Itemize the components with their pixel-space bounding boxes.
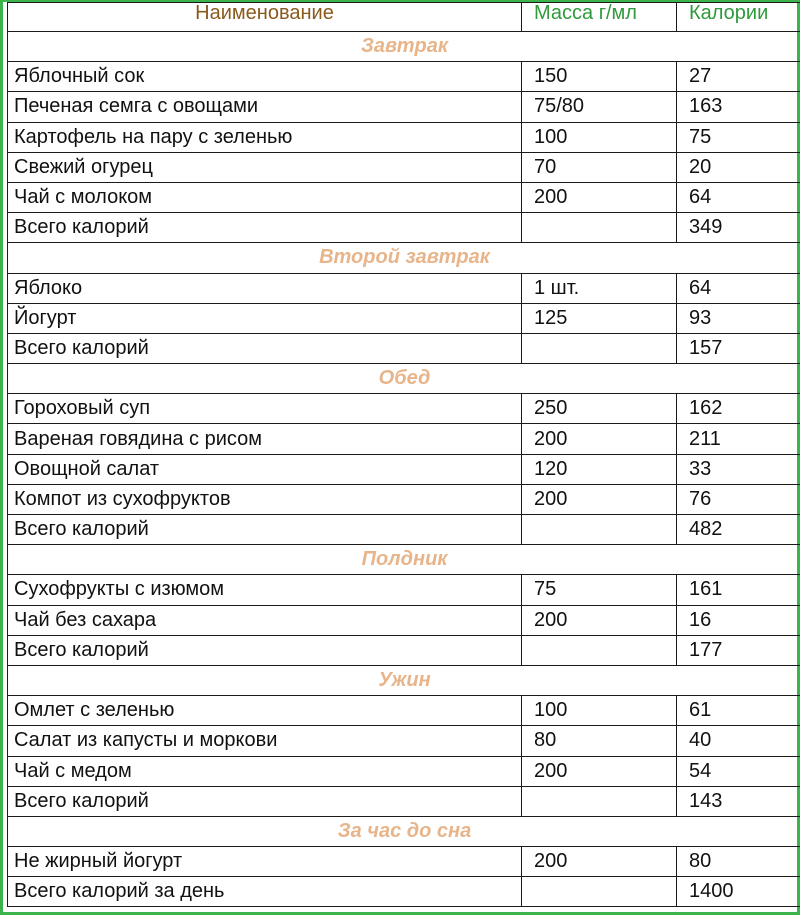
- item-name-cell: Яблоко: [8, 273, 522, 303]
- total-row: [8, 515, 800, 545]
- table-row: [8, 394, 800, 424]
- item-calories-cell: 1400: [677, 877, 800, 907]
- item-mass-cell: [522, 635, 677, 665]
- item-mass-cell: 75/80: [522, 92, 677, 122]
- item-calories-cell: 64: [677, 182, 800, 212]
- item-mass-cell: [522, 213, 677, 243]
- item-mass-cell: 70: [522, 152, 677, 182]
- item-name-cell: Салат из капусты и моркови: [8, 726, 522, 756]
- item-mass-cell: 125: [522, 303, 677, 333]
- item-calories-cell: 349: [677, 213, 800, 243]
- section-row: [8, 243, 800, 273]
- table-row: [8, 303, 800, 333]
- item-calories-cell: 64: [677, 273, 800, 303]
- section-title: Завтрак: [8, 32, 800, 62]
- total-row: [8, 786, 800, 816]
- item-calories-cell: 54: [677, 756, 800, 786]
- section-row: [8, 545, 800, 575]
- item-mass-cell: 100: [522, 122, 677, 152]
- item-mass-cell: [522, 515, 677, 545]
- item-mass-cell: 75: [522, 575, 677, 605]
- header-row: [8, 3, 800, 32]
- section-row: [8, 32, 800, 62]
- item-name-cell: Яблочный сок: [8, 62, 522, 92]
- item-mass-cell: 80: [522, 726, 677, 756]
- table-row: [8, 847, 800, 877]
- item-mass-cell: 120: [522, 454, 677, 484]
- item-name-cell: Йогурт: [8, 303, 522, 333]
- item-mass-cell: 200: [522, 182, 677, 212]
- item-mass-cell: 200: [522, 484, 677, 514]
- total-row: [8, 877, 800, 907]
- table-row: [8, 605, 800, 635]
- table-row: [8, 122, 800, 152]
- section-row: [8, 816, 800, 846]
- item-mass-cell: 250: [522, 394, 677, 424]
- header-calories: Калории: [677, 3, 800, 32]
- total-row: [8, 333, 800, 363]
- item-calories-cell: 482: [677, 515, 800, 545]
- table-row: [8, 756, 800, 786]
- header-mass: Масса г/мл: [522, 3, 677, 32]
- item-name-cell: Не жирный йогурт: [8, 847, 522, 877]
- item-name-cell: Сухофрукты с изюмом: [8, 575, 522, 605]
- item-calories-cell: 33: [677, 454, 800, 484]
- item-name-cell: Чай без сахара: [8, 605, 522, 635]
- item-name-cell: Всего калорий за день: [8, 877, 522, 907]
- item-name-cell: Картофель на пару с зеленью: [8, 122, 522, 152]
- total-row: [8, 635, 800, 665]
- header-name: Наименование: [8, 3, 522, 32]
- item-calories-cell: 143: [677, 786, 800, 816]
- item-name-cell: Вареная говядина с рисом: [8, 424, 522, 454]
- item-name-cell: Омлет с зеленью: [8, 696, 522, 726]
- item-name-cell: Чай с молоком: [8, 182, 522, 212]
- item-calories-cell: 80: [677, 847, 800, 877]
- item-calories-cell: 16: [677, 605, 800, 635]
- item-calories-cell: 161: [677, 575, 800, 605]
- item-mass-cell: 200: [522, 847, 677, 877]
- item-name-cell: Всего калорий: [8, 333, 522, 363]
- item-mass-cell: 200: [522, 605, 677, 635]
- item-calories-cell: 75: [677, 122, 800, 152]
- table-row: [8, 152, 800, 182]
- table-row: [8, 696, 800, 726]
- table-row: [8, 454, 800, 484]
- item-calories-cell: 61: [677, 696, 800, 726]
- table-row: [8, 424, 800, 454]
- item-mass-cell: 100: [522, 696, 677, 726]
- item-calories-cell: 76: [677, 484, 800, 514]
- table-row: [8, 726, 800, 756]
- item-mass-cell: 200: [522, 424, 677, 454]
- section-title: Второй завтрак: [8, 243, 800, 273]
- item-name-cell: Компот из сухофруктов: [8, 484, 522, 514]
- item-calories-cell: 177: [677, 635, 800, 665]
- item-mass-cell: 200: [522, 756, 677, 786]
- section-title: За час до сна: [8, 816, 800, 846]
- item-name-cell: Печеная семга с овощами: [8, 92, 522, 122]
- table-row: [8, 273, 800, 303]
- section-title: Обед: [8, 364, 800, 394]
- item-name-cell: Овощной салат: [8, 454, 522, 484]
- item-mass-cell: [522, 786, 677, 816]
- item-calories-cell: 163: [677, 92, 800, 122]
- item-calories-cell: 162: [677, 394, 800, 424]
- meal-plan-table: [7, 2, 800, 907]
- item-calories-cell: 27: [677, 62, 800, 92]
- table-row: [8, 575, 800, 605]
- section-row: [8, 364, 800, 394]
- item-name-cell: Всего калорий: [8, 515, 522, 545]
- item-mass-cell: [522, 333, 677, 363]
- item-name-cell: Гороховый суп: [8, 394, 522, 424]
- section-title: Ужин: [8, 665, 800, 695]
- item-name-cell: Чай с медом: [8, 756, 522, 786]
- item-name-cell: Всего калорий: [8, 786, 522, 816]
- total-row: [8, 213, 800, 243]
- item-name-cell: Всего калорий: [8, 635, 522, 665]
- item-mass-cell: 150: [522, 62, 677, 92]
- item-mass-cell: 1 шт.: [522, 273, 677, 303]
- section-title: Полдник: [8, 545, 800, 575]
- item-mass-cell: [522, 877, 677, 907]
- table-row: [8, 92, 800, 122]
- table-row: [8, 62, 800, 92]
- item-calories-cell: 157: [677, 333, 800, 363]
- meal-plan-body: [8, 3, 800, 907]
- item-calories-cell: 211: [677, 424, 800, 454]
- item-name-cell: Всего калорий: [8, 213, 522, 243]
- section-row: [8, 665, 800, 695]
- item-calories-cell: 20: [677, 152, 800, 182]
- table-row: [8, 182, 800, 212]
- table-row: [8, 484, 800, 514]
- item-name-cell: Свежий огурец: [8, 152, 522, 182]
- item-calories-cell: 40: [677, 726, 800, 756]
- item-calories-cell: 93: [677, 303, 800, 333]
